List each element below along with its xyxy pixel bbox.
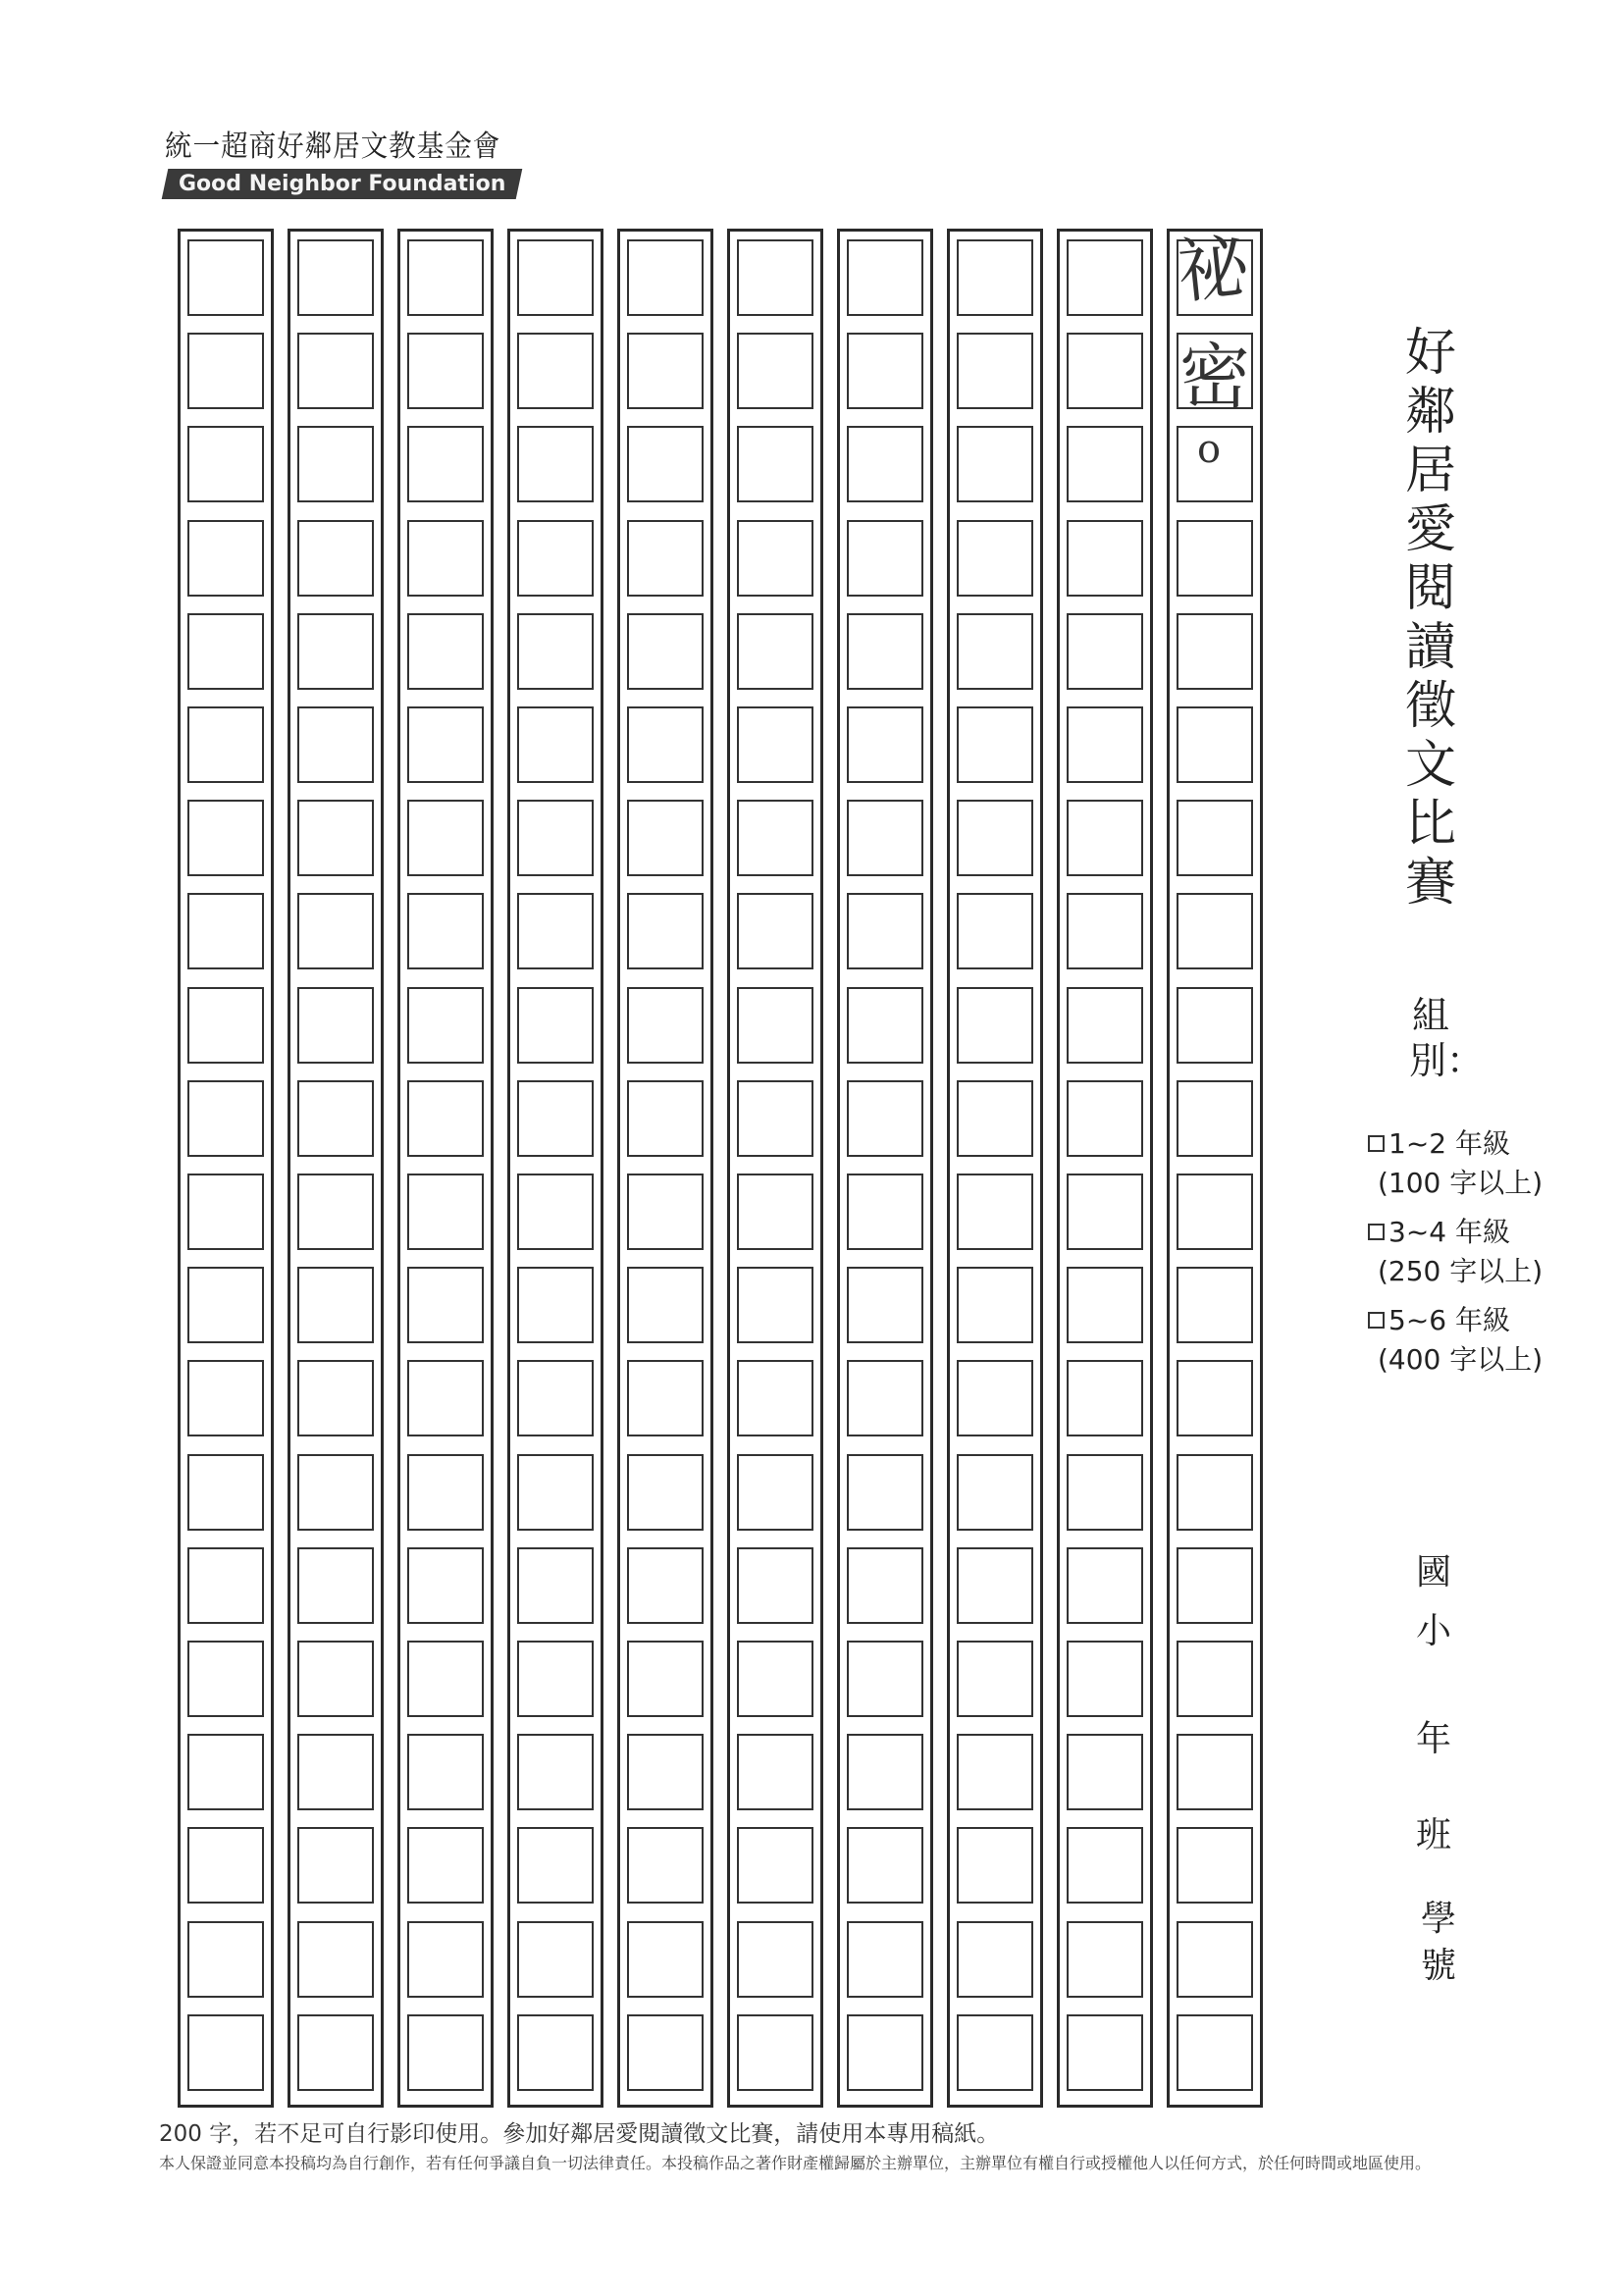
grid-cell[interactable] xyxy=(187,800,264,876)
grid-cell[interactable] xyxy=(187,426,264,502)
grid-cell[interactable] xyxy=(1177,1174,1253,1250)
grid-column xyxy=(288,229,384,2108)
grid-cell[interactable] xyxy=(737,613,813,690)
grid-cell[interactable] xyxy=(847,1921,923,1998)
grid-cell[interactable] xyxy=(517,1080,594,1157)
grid-cell[interactable] xyxy=(187,1827,264,1904)
grid-cell[interactable] xyxy=(407,893,484,969)
grade-option-label: 3~4 年級 xyxy=(1388,1216,1510,1248)
grid-cell[interactable] xyxy=(517,520,594,597)
grid-cell[interactable] xyxy=(517,1454,594,1531)
grid-cell[interactable] xyxy=(1067,2014,1143,2091)
grid-cell[interactable] xyxy=(627,333,704,409)
grid-cell[interactable] xyxy=(407,1360,484,1436)
grid-cell[interactable] xyxy=(737,426,813,502)
organization-english-name: Good Neighbor Foundation xyxy=(179,172,506,196)
grid-cell[interactable] xyxy=(517,987,594,1064)
grid-cell[interactable] xyxy=(407,1734,484,1810)
checkbox-icon[interactable] xyxy=(1368,1312,1385,1329)
grid-cell[interactable] xyxy=(847,2014,923,2091)
grid-cell[interactable] xyxy=(407,1547,484,1624)
grid-cell[interactable] xyxy=(847,1547,923,1624)
grid-cell[interactable] xyxy=(957,987,1033,1064)
grid-cell[interactable] xyxy=(517,893,594,969)
grid-cell[interactable] xyxy=(1067,333,1143,409)
grid-cell[interactable] xyxy=(187,1174,264,1250)
grid-cell[interactable] xyxy=(517,1734,594,1810)
grid-cell[interactable] xyxy=(1177,1080,1253,1157)
grid-cell[interactable] xyxy=(957,2014,1033,2091)
grid-column xyxy=(947,229,1043,2108)
grid-cell[interactable] xyxy=(297,893,374,969)
grid-cell[interactable] xyxy=(187,987,264,1064)
grid-cell[interactable] xyxy=(847,1080,923,1157)
grid-cell[interactable] xyxy=(737,987,813,1064)
grid-cell[interactable] xyxy=(627,1547,704,1624)
grid-cell[interactable] xyxy=(627,1080,704,1157)
grid-cell[interactable] xyxy=(187,2014,264,2091)
grid-cell[interactable] xyxy=(297,1734,374,1810)
grid-cell[interactable] xyxy=(1067,893,1143,969)
grid-cell[interactable] xyxy=(847,893,923,969)
grade-option-note: (250 字以上) xyxy=(1378,1255,1544,1287)
grid-cell[interactable] xyxy=(847,1641,923,1717)
grid-cell[interactable] xyxy=(1177,987,1253,1064)
grid-cell[interactable] xyxy=(187,893,264,969)
grid-cell[interactable] xyxy=(847,987,923,1064)
grid-cell[interactable] xyxy=(1177,1547,1253,1624)
grid-cell[interactable] xyxy=(737,1080,813,1157)
grid-cell[interactable] xyxy=(297,1174,374,1250)
grid-cell[interactable] xyxy=(517,426,594,502)
grid-cell[interactable] xyxy=(627,1174,704,1250)
grid-cell[interactable] xyxy=(627,1827,704,1904)
grid-cell[interactable] xyxy=(297,1547,374,1624)
handwritten-char: 祕 xyxy=(1173,224,1253,314)
grid-cell[interactable] xyxy=(627,1734,704,1810)
grid-cell[interactable] xyxy=(187,1080,264,1157)
grid-cell[interactable] xyxy=(407,1454,484,1531)
grid-cell[interactable] xyxy=(297,426,374,502)
grid-column xyxy=(397,229,494,2108)
grid-cell[interactable] xyxy=(407,1641,484,1717)
grid-cell[interactable] xyxy=(1177,893,1253,969)
grade-option[interactable] xyxy=(1368,1301,1613,1380)
class-label: 班 xyxy=(1415,1815,1451,1855)
grid-cell[interactable] xyxy=(297,613,374,690)
grid-cell[interactable] xyxy=(1067,987,1143,1064)
grid-cell[interactable] xyxy=(957,1734,1033,1810)
grid-column xyxy=(837,229,933,2108)
grid-cell[interactable] xyxy=(737,239,813,316)
grid-cell[interactable] xyxy=(297,1080,374,1157)
grid-cell[interactable] xyxy=(1177,613,1253,690)
group-label: 組別： xyxy=(1409,994,1485,1082)
grid-cell[interactable] xyxy=(297,1454,374,1531)
grid-cell[interactable] xyxy=(407,1267,484,1343)
grid-cell[interactable] xyxy=(187,520,264,597)
grid-cell[interactable] xyxy=(957,520,1033,597)
handwritten-char: o xyxy=(1197,427,1222,472)
grade-options xyxy=(1368,1124,1613,1389)
grid-cell[interactable] xyxy=(517,1174,594,1250)
grid-cell[interactable] xyxy=(517,1360,594,1436)
grid-cell[interactable] xyxy=(737,1734,813,1810)
grid-cell[interactable] xyxy=(1177,2014,1253,2091)
grid-cell[interactable] xyxy=(847,706,923,783)
grid-cell[interactable] xyxy=(627,893,704,969)
grid-cell[interactable] xyxy=(737,1641,813,1717)
grid-cell[interactable] xyxy=(957,1360,1033,1436)
grid-cell[interactable] xyxy=(187,706,264,783)
grid-cell[interactable] xyxy=(1067,1827,1143,1904)
grid-cell[interactable] xyxy=(847,426,923,502)
grid-cell[interactable] xyxy=(1177,1734,1253,1810)
grid-cell[interactable] xyxy=(187,1267,264,1343)
grid-cell[interactable] xyxy=(407,987,484,1064)
grid-cell[interactable] xyxy=(1067,1267,1143,1343)
grid-cell[interactable] xyxy=(407,426,484,502)
grid-cell[interactable] xyxy=(517,613,594,690)
grid-cell[interactable] xyxy=(737,1267,813,1343)
grade-option-label: 1~2 年級 xyxy=(1388,1127,1510,1160)
grid-column xyxy=(1167,224,1263,2108)
grid-cell[interactable] xyxy=(627,239,704,316)
grid-cell[interactable] xyxy=(1177,520,1253,597)
grid-cell[interactable] xyxy=(737,2014,813,2091)
grid-cell[interactable] xyxy=(297,520,374,597)
grid-cell[interactable] xyxy=(1067,1360,1143,1436)
grid-cell[interactable] xyxy=(957,706,1033,783)
footer-instruction: 200 字，若不足可自行影印使用。參加好鄰居愛閱讀徵文比賽，請使用本專用稿紙。 xyxy=(159,2121,1000,2147)
grid-cell[interactable] xyxy=(627,1267,704,1343)
grid-cell[interactable] xyxy=(1067,800,1143,876)
grid-cell[interactable] xyxy=(297,1641,374,1717)
grid-cell[interactable] xyxy=(627,1360,704,1436)
grid-cell[interactable] xyxy=(407,239,484,316)
grid-cell[interactable] xyxy=(407,706,484,783)
grid-cell[interactable] xyxy=(1067,1641,1143,1717)
grid-cell[interactable] xyxy=(1067,239,1143,316)
handwritten-char: 密 xyxy=(1179,336,1251,418)
checkbox-icon[interactable] xyxy=(1368,1135,1385,1152)
grid-cell[interactable] xyxy=(737,706,813,783)
grid-cell[interactable] xyxy=(517,1641,594,1717)
grid-cell[interactable] xyxy=(627,800,704,876)
grid-cell[interactable] xyxy=(297,1921,374,1998)
grid-cell[interactable] xyxy=(737,1360,813,1436)
grid-cell[interactable] xyxy=(847,1174,923,1250)
grid-cell[interactable] xyxy=(737,893,813,969)
grid-cell[interactable] xyxy=(517,333,594,409)
grid-cell[interactable] xyxy=(297,333,374,409)
grid-cell[interactable] xyxy=(1067,520,1143,597)
grid-cell[interactable] xyxy=(627,1641,704,1717)
grid-cell[interactable] xyxy=(187,1921,264,1998)
grade-option-label: 5~6 年級 xyxy=(1388,1304,1510,1336)
grid-cell[interactable] xyxy=(737,1547,813,1624)
grid-cell[interactable] xyxy=(1177,1827,1253,1904)
grade-option-note: (400 字以上) xyxy=(1378,1343,1544,1376)
grid-cell[interactable] xyxy=(407,613,484,690)
grid-cell[interactable] xyxy=(407,333,484,409)
grid-cell[interactable] xyxy=(1177,706,1253,783)
grade-option[interactable] xyxy=(1368,1213,1613,1291)
grid-cell[interactable] xyxy=(1067,613,1143,690)
grid-cell[interactable] xyxy=(627,2014,704,2091)
grid-cell[interactable] xyxy=(297,800,374,876)
grid-cell[interactable] xyxy=(627,613,704,690)
footer-disclaimer: 本人保證並同意本投稿均為自行創作，若有任何爭議自負一切法律責任。本投稿作品之著作財產權歸屬於主辦單位，主辦單位有權自行或授權他人以任何方式，於任何時間或地區使用。 xyxy=(159,2154,1432,2172)
grid-cell[interactable] xyxy=(517,1921,594,1998)
grid-cell[interactable] xyxy=(1067,706,1143,783)
grid-cell[interactable] xyxy=(407,1827,484,1904)
grid-cell[interactable] xyxy=(957,1454,1033,1531)
grid-cell[interactable] xyxy=(517,1547,594,1624)
grid-cell[interactable] xyxy=(517,706,594,783)
grid-cell[interactable] xyxy=(1177,1641,1253,1717)
grid-cell[interactable] xyxy=(1067,1174,1143,1250)
grade-option[interactable] xyxy=(1368,1124,1613,1203)
grid-cell[interactable] xyxy=(737,1827,813,1904)
grid-cell[interactable] xyxy=(847,800,923,876)
grid-cell[interactable] xyxy=(297,1360,374,1436)
grid-cell[interactable] xyxy=(627,520,704,597)
grid-cell[interactable] xyxy=(407,1921,484,1998)
grid-column xyxy=(178,229,274,2108)
grid-cell[interactable] xyxy=(957,1174,1033,1250)
organization-name: 統一超商好鄰居文教基金會 xyxy=(165,130,501,164)
grid-cell[interactable] xyxy=(187,613,264,690)
grade-option-note: (100 字以上) xyxy=(1378,1167,1544,1199)
grid-cell[interactable] xyxy=(517,1267,594,1343)
grid-cell[interactable] xyxy=(187,1360,264,1436)
grid-cell[interactable] xyxy=(847,520,923,597)
grid-cell[interactable] xyxy=(187,333,264,409)
grid-cell[interactable] xyxy=(187,1454,264,1531)
grid-cell[interactable] xyxy=(627,706,704,783)
grid-cell[interactable] xyxy=(407,2014,484,2091)
grid-cell[interactable] xyxy=(847,1454,923,1531)
grid-cell[interactable] xyxy=(737,1454,813,1531)
grid-cell[interactable] xyxy=(1067,1454,1143,1531)
grid-column xyxy=(1057,229,1153,2108)
grid-cell[interactable] xyxy=(847,1734,923,1810)
grid-cell[interactable] xyxy=(187,1641,264,1717)
grid-cell[interactable] xyxy=(297,1267,374,1343)
grid-cell[interactable] xyxy=(407,800,484,876)
grid-cell[interactable] xyxy=(737,333,813,409)
grid-cell[interactable] xyxy=(517,800,594,876)
grid-cell[interactable] xyxy=(957,1547,1033,1624)
grade-label: 年 xyxy=(1415,1719,1451,1759)
handwritten-title xyxy=(1170,224,1260,479)
school-label-xiao: 小 xyxy=(1415,1611,1451,1651)
grid-cell[interactable] xyxy=(957,613,1033,690)
grid-cell[interactable] xyxy=(627,1454,704,1531)
grid-cell[interactable] xyxy=(957,333,1033,409)
grid-cell[interactable] xyxy=(847,1267,923,1343)
grid-cell[interactable] xyxy=(1067,426,1143,502)
grid-cell[interactable] xyxy=(1067,1921,1143,1998)
grid-cell[interactable] xyxy=(847,333,923,409)
grid-cell[interactable] xyxy=(1067,1080,1143,1157)
contest-title: 好鄰居愛閱讀徵文比賽 xyxy=(1404,324,1456,913)
grid-cell[interactable] xyxy=(847,1360,923,1436)
grid-column xyxy=(727,229,823,2108)
grid-cell[interactable] xyxy=(957,800,1033,876)
grid-cell[interactable] xyxy=(297,706,374,783)
grid-cell[interactable] xyxy=(847,239,923,316)
grid-cell[interactable] xyxy=(957,1641,1033,1717)
grid-cell[interactable] xyxy=(737,1921,813,1998)
grid-cell[interactable] xyxy=(957,426,1033,502)
grid-cell[interactable] xyxy=(407,1174,484,1250)
grid-cell[interactable] xyxy=(627,1921,704,1998)
checkbox-icon[interactable] xyxy=(1368,1224,1385,1240)
grid-cell[interactable] xyxy=(737,1174,813,1250)
grid-cell[interactable] xyxy=(847,613,923,690)
grid-cell[interactable] xyxy=(737,520,813,597)
grid-cell[interactable] xyxy=(187,1547,264,1624)
grid-column xyxy=(617,229,713,2108)
grid-cell[interactable] xyxy=(1067,1734,1143,1810)
grid-cell[interactable] xyxy=(847,1827,923,1904)
grid-cell[interactable] xyxy=(297,239,374,316)
grid-cell[interactable] xyxy=(187,1734,264,1810)
grid-cell[interactable] xyxy=(407,1080,484,1157)
grid-cell[interactable] xyxy=(957,893,1033,969)
school-label-guo: 國 xyxy=(1415,1552,1451,1592)
grid-cell[interactable] xyxy=(297,2014,374,2091)
grid-cell[interactable] xyxy=(1177,1267,1253,1343)
grid-cell[interactable] xyxy=(407,520,484,597)
grid-cell[interactable] xyxy=(1177,1454,1253,1531)
grid-cell[interactable] xyxy=(297,1827,374,1904)
grid-cell[interactable] xyxy=(1067,1547,1143,1624)
grid-cell[interactable] xyxy=(957,1827,1033,1904)
student-number-label: 學號 xyxy=(1420,1899,1456,1986)
grid-cell[interactable] xyxy=(1177,1360,1253,1436)
grid-cell[interactable] xyxy=(957,1080,1033,1157)
grid-column xyxy=(507,229,603,2108)
grid-cell[interactable] xyxy=(297,987,374,1064)
grid-cell[interactable] xyxy=(1177,1921,1253,1998)
grid-cell[interactable] xyxy=(737,800,813,876)
grid-cell[interactable] xyxy=(187,239,264,316)
grid-cell[interactable] xyxy=(957,1921,1033,1998)
grid-cell[interactable] xyxy=(627,426,704,502)
grid-cell[interactable] xyxy=(517,1827,594,1904)
grid-cell[interactable] xyxy=(957,239,1033,316)
grid-cell[interactable] xyxy=(517,2014,594,2091)
grid-cell[interactable] xyxy=(1177,800,1253,876)
grid-cell[interactable] xyxy=(627,987,704,1064)
grid-cell[interactable] xyxy=(957,1267,1033,1343)
grid-cell[interactable] xyxy=(517,239,594,316)
